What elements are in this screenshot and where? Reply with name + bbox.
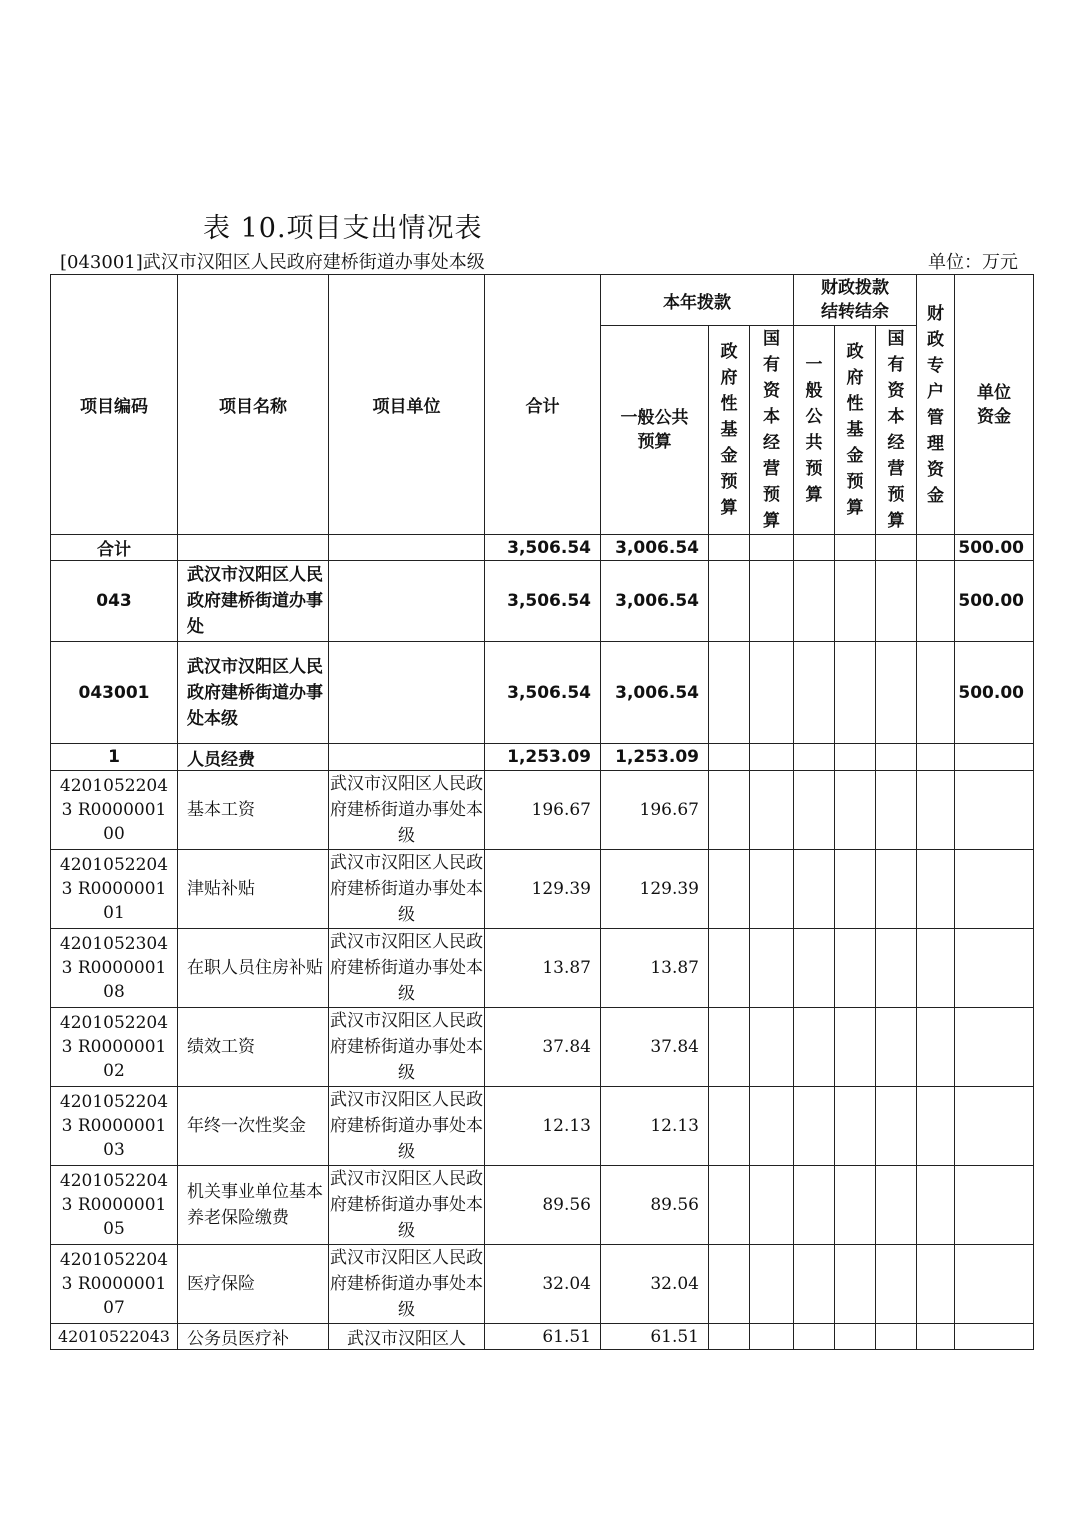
- row-unit: 武汉市汉阳区人民政府建桥街道办事处本级: [329, 1245, 485, 1324]
- row-general: 13.87: [601, 929, 709, 1008]
- table-row: [51, 1245, 1034, 1324]
- header-gov-fund-carry: [835, 326, 876, 535]
- row-code: 043: [51, 561, 178, 642]
- table-row: [51, 561, 1034, 642]
- row-total: 61.51: [485, 1324, 601, 1350]
- row-general: 12.13: [601, 1087, 709, 1166]
- header-carryover-text: 财政拨款结转结余: [821, 278, 889, 322]
- row-unit: [329, 561, 485, 642]
- unit-label: 单位：万元: [928, 252, 1018, 273]
- row-total: 37.84: [485, 1008, 601, 1087]
- row-general: 32.04: [601, 1245, 709, 1324]
- row-name: 在职人员住房补贴: [178, 929, 329, 1008]
- row-code-text: 42010522043 R000000102: [59, 1013, 169, 1081]
- row-unit-funds: [955, 850, 1034, 929]
- table-row: [51, 850, 1034, 929]
- header-state-capital-carry-text: 国有资本经营预算: [887, 329, 905, 531]
- row-code: [51, 1245, 178, 1324]
- unit-name: [043001]武汉市汉阳区人民政府建桥街道办事处本级: [60, 252, 485, 273]
- row-general: 196.67: [601, 771, 709, 850]
- row-code: 42010522043: [51, 1324, 178, 1350]
- row-unit-funds: [955, 1008, 1034, 1087]
- table-row: [51, 771, 1034, 850]
- row-name: 基本工资: [178, 771, 329, 850]
- row-unit-funds: [955, 744, 1034, 771]
- table-row: [51, 1166, 1034, 1245]
- row-code: [51, 1008, 178, 1087]
- row-name: 津贴补贴: [178, 850, 329, 929]
- header-current-year: 本年拨款: [601, 275, 794, 326]
- row-unit-funds: 500.00: [955, 642, 1034, 744]
- row-unit-funds: 500.00: [955, 561, 1034, 642]
- row-unit: 武汉市汉阳区人民政府建桥街道办事处本级: [329, 929, 485, 1008]
- row-name: [178, 535, 329, 561]
- header-code: 项目编码: [51, 275, 178, 535]
- row-general: 61.51: [601, 1324, 709, 1350]
- row-total: 3,506.54: [485, 535, 601, 561]
- row-code: [51, 929, 178, 1008]
- row-code-text: 42010522043 R000000107: [59, 1250, 169, 1318]
- row-unit: 武汉市汉阳区人: [329, 1324, 485, 1350]
- header-total: 合计: [485, 275, 601, 535]
- row-total: 1,253.09: [485, 744, 601, 771]
- header-gov-fund: [709, 326, 750, 535]
- row-total: 3,506.54: [485, 642, 601, 744]
- header-general-budget-text: 一般公共预算: [620, 408, 689, 452]
- row-general: 129.39: [601, 850, 709, 929]
- row-code-text: 42010523043 R000000108: [59, 934, 169, 1002]
- row-general: 3,006.54: [601, 535, 709, 561]
- row-total: 13.87: [485, 929, 601, 1008]
- row-code-text: 42010522043 R000000100: [59, 776, 169, 844]
- table-row: [51, 1087, 1034, 1166]
- row-general: 37.84: [601, 1008, 709, 1087]
- header-general-budget-carry: [794, 326, 835, 535]
- header-special-account: [917, 275, 955, 535]
- row-unit: 武汉市汉阳区人民政府建桥街道办事处本级: [329, 1166, 485, 1245]
- row-unit: [329, 642, 485, 744]
- header-unit: 项目单位: [329, 275, 485, 535]
- row-name: 医疗保险: [178, 1245, 329, 1324]
- row-general: 3,006.54: [601, 561, 709, 642]
- header-state-capital-text: 国有资本经营预算: [763, 329, 780, 531]
- row-total: 129.39: [485, 850, 601, 929]
- row-unit: 武汉市汉阳区人民政府建桥街道办事处本级: [329, 1087, 485, 1166]
- row-unit-funds: [955, 929, 1034, 1008]
- row-unit-funds: 500.00: [955, 535, 1034, 561]
- row-name: 绩效工资: [178, 1008, 329, 1087]
- header-carryover: [794, 275, 917, 326]
- row-name: 武汉市汉阳区人民政府建桥街道办事处: [178, 561, 329, 642]
- row-unit-funds: [955, 1245, 1034, 1324]
- header-general-budget: [601, 326, 709, 535]
- header-unit-funds-text: 单位资金: [977, 382, 1011, 427]
- row-code: 043001: [51, 642, 178, 744]
- row-code-text: 42010522043 R000000101: [59, 855, 169, 923]
- table-row: [51, 642, 1034, 744]
- row-unit-funds: [955, 771, 1034, 850]
- row-code: [51, 1166, 178, 1245]
- row-unit-funds: [955, 1324, 1034, 1350]
- row-general: 1,253.09: [601, 744, 709, 771]
- header-gov-fund-text: 政府性基金预算: [720, 342, 738, 518]
- row-code-text: 42010522043 R000000103: [59, 1092, 169, 1160]
- row-code: [51, 850, 178, 929]
- row-code-text: 42010522043 R000000105: [59, 1171, 169, 1239]
- page-title: 表 10.项目支出情况表: [203, 213, 483, 244]
- row-unit: [329, 744, 485, 771]
- row-unit: 武汉市汉阳区人民政府建桥街道办事处本级: [329, 1008, 485, 1087]
- row-total: 32.04: [485, 1245, 601, 1324]
- row-code: [51, 1087, 178, 1166]
- row-unit: 武汉市汉阳区人民政府建桥街道办事处本级: [329, 771, 485, 850]
- table-row: [51, 929, 1034, 1008]
- row-name: 武汉市汉阳区人民政府建桥街道办事处本级: [178, 642, 329, 744]
- table-row: [51, 535, 1034, 561]
- table-row: [51, 744, 1034, 771]
- row-unit: [329, 535, 485, 561]
- header-name: 项目名称: [178, 275, 329, 535]
- header-gov-fund-carry-text: 政府性基金预算: [846, 342, 864, 518]
- table-row: [51, 1324, 1034, 1350]
- header-general-budget-carry-text: 一般公共预算: [805, 355, 823, 505]
- row-code: 合计: [51, 535, 178, 561]
- header-unit-funds: [955, 275, 1034, 535]
- row-unit-funds: [955, 1166, 1034, 1245]
- row-name: 机关事业单位基本养老保险缴费: [178, 1166, 329, 1245]
- row-name: 公务员医疗补: [178, 1324, 329, 1350]
- row-unit: 武汉市汉阳区人民政府建桥街道办事处本级: [329, 850, 485, 929]
- row-total: 3,506.54: [485, 561, 601, 642]
- header-state-capital: [750, 326, 794, 535]
- row-name: 年终一次性奖金: [178, 1087, 329, 1166]
- header-special-account-text: 财政专户管理资金: [927, 303, 944, 506]
- table-row: [51, 1008, 1034, 1087]
- row-general: 3,006.54: [601, 642, 709, 744]
- row-code: 1: [51, 744, 178, 771]
- header-state-capital-carry: [876, 326, 917, 535]
- row-total: 196.67: [485, 771, 601, 850]
- row-general: 89.56: [601, 1166, 709, 1245]
- row-total: 12.13: [485, 1087, 601, 1166]
- row-name: 人员经费: [178, 744, 329, 771]
- project-expenditure-table: [50, 274, 1034, 1350]
- row-code: [51, 771, 178, 850]
- row-unit-funds: [955, 1087, 1034, 1166]
- row-total: 89.56: [485, 1166, 601, 1245]
